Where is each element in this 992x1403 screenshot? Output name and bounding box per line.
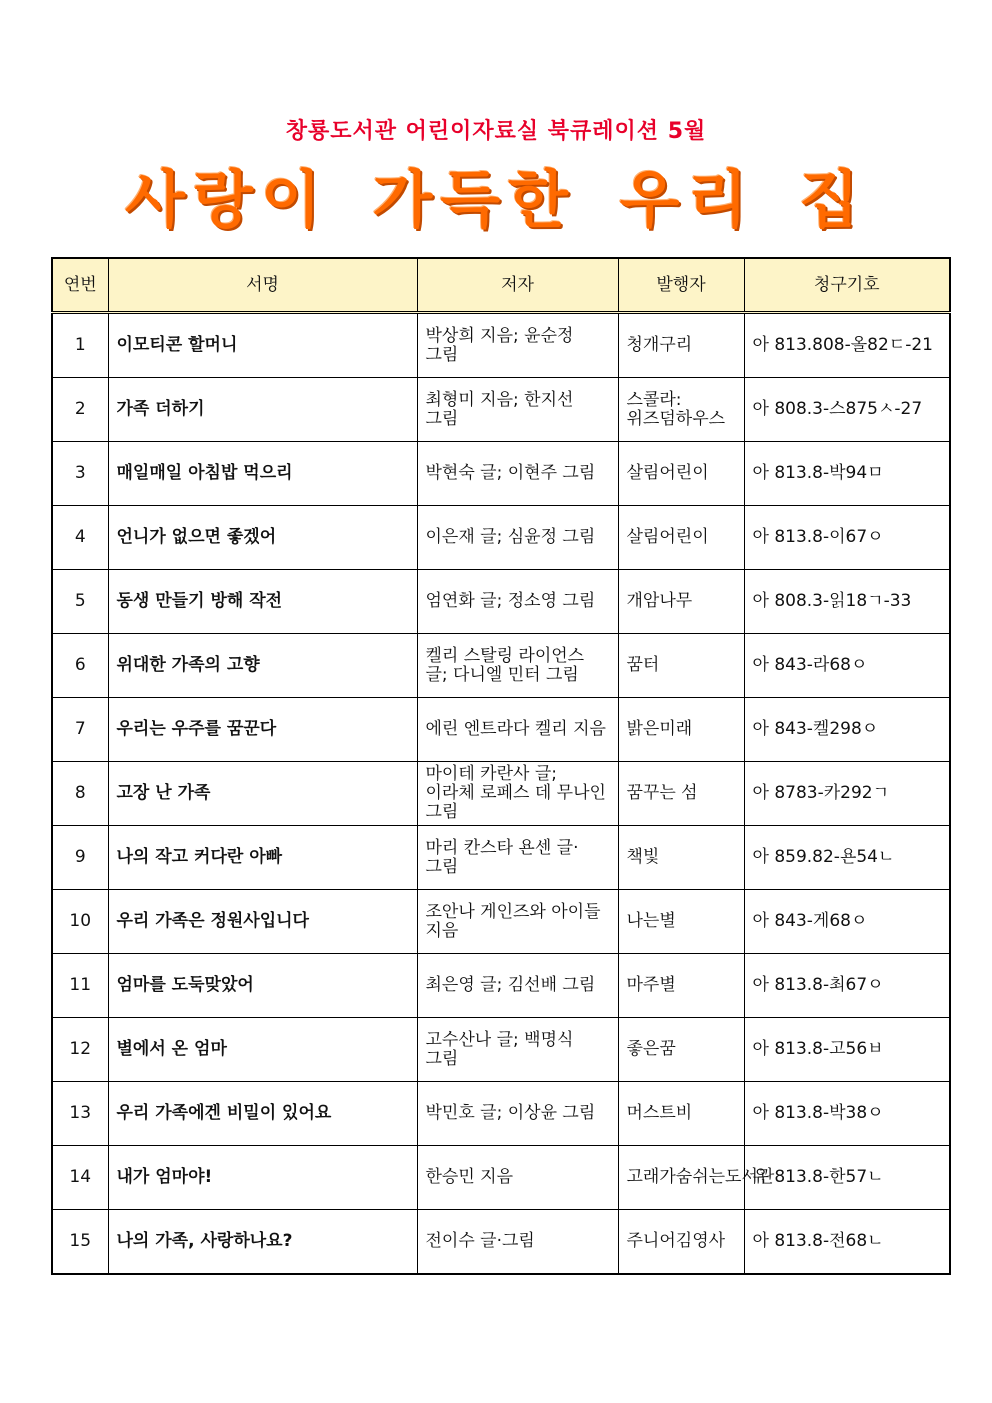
table-row	[52, 1146, 950, 1210]
book-title: 매일매일 아침밥 먹으리	[108, 442, 417, 506]
book-call-number: 아 843-게68ㅇ	[744, 890, 950, 954]
book-call-number: 아 813.8-박38ㅇ	[744, 1082, 950, 1146]
book-call-number: 아 813.808-올82ㄷ-21	[744, 313, 950, 378]
book-author: 마리 칸스타 욘센 글·그림	[417, 826, 618, 890]
book-publisher: 마주별	[618, 954, 744, 1018]
book-title: 엄마를 도둑맞았어	[108, 954, 417, 1018]
book-call-number: 아 813.8-전68ㄴ	[744, 1210, 950, 1275]
book-author: 조안나 게인즈와 아이들 지음	[417, 890, 618, 954]
table-row	[52, 506, 950, 570]
row-number: 5	[52, 570, 108, 634]
table-row	[52, 570, 950, 634]
table-row	[52, 634, 950, 698]
book-publisher: 좋은꿈	[618, 1018, 744, 1082]
book-publisher: 청개구리	[618, 313, 744, 378]
table-row	[52, 698, 950, 762]
table-row	[52, 442, 950, 506]
table-body	[52, 313, 950, 1275]
book-title: 고장 난 가족	[108, 762, 417, 826]
book-title: 우리 가족에겐 비밀이 있어요	[108, 1082, 417, 1146]
row-number: 9	[52, 826, 108, 890]
book-call-number: 아 8783-카292ㄱ	[744, 762, 950, 826]
row-number: 7	[52, 698, 108, 762]
column-header-publisher: 발행자	[618, 258, 744, 313]
book-title: 언니가 없으면 좋겠어	[108, 506, 417, 570]
book-call-number: 아 813.8-박94ㅁ	[744, 442, 950, 506]
row-number: 10	[52, 890, 108, 954]
table-row	[52, 1210, 950, 1275]
row-number: 6	[52, 634, 108, 698]
book-publisher: 주니어김영사	[618, 1210, 744, 1275]
book-author: 마이테 카란사 글; 이라체 로페스 데 무나인 그림	[417, 762, 618, 826]
book-call-number: 아 843-켈298ㅇ	[744, 698, 950, 762]
book-title: 위대한 가족의 고향	[108, 634, 417, 698]
book-title: 가족 더하기	[108, 378, 417, 442]
book-author: 고수산나 글; 백명식 그림	[417, 1018, 618, 1082]
book-title: 우리 가족은 정원사입니다	[108, 890, 417, 954]
table-row	[52, 890, 950, 954]
row-number: 11	[52, 954, 108, 1018]
book-publisher: 스콜라:위즈덤하우스	[618, 378, 744, 442]
book-author: 박현숙 글; 이현주 그림	[417, 442, 618, 506]
book-author: 엄연화 글; 정소영 그림	[417, 570, 618, 634]
table-row	[52, 954, 950, 1018]
book-call-number: 아 808.3-스875ㅅ-27	[744, 378, 950, 442]
row-number: 4	[52, 506, 108, 570]
row-number: 2	[52, 378, 108, 442]
book-publisher: 꿈터	[618, 634, 744, 698]
book-title: 내가 엄마야!	[108, 1146, 417, 1210]
book-publisher: 개암나무	[618, 570, 744, 634]
table-row	[52, 378, 950, 442]
book-author: 최형미 지음; 한지선 그림	[417, 378, 618, 442]
book-publisher: 고래가숨쉬는도서관	[618, 1146, 744, 1210]
book-publisher: 밝은미래	[618, 698, 744, 762]
book-title: 동생 만들기 방해 작전	[108, 570, 417, 634]
table-row	[52, 826, 950, 890]
book-publisher: 머스트비	[618, 1082, 744, 1146]
book-call-number: 아 813.8-최67ㅇ	[744, 954, 950, 1018]
page-subtitle: 창룡도서관 어린이자료실 북큐레이션 5월	[285, 119, 707, 144]
column-header-title: 서명	[108, 258, 417, 313]
book-author: 전이수 글·그림	[417, 1210, 618, 1275]
page-title: 사랑이 가득한 우리 집	[125, 163, 867, 236]
row-number: 8	[52, 762, 108, 826]
book-title: 우리는 우주를 꿈꾼다	[108, 698, 417, 762]
row-number: 3	[52, 442, 108, 506]
book-call-number: 유 813.8-한57ㄴ	[744, 1146, 950, 1210]
column-header-author: 저자	[417, 258, 618, 313]
book-publisher: 꿈꾸는 섬	[618, 762, 744, 826]
row-number: 1	[52, 313, 108, 378]
row-number: 12	[52, 1018, 108, 1082]
table-row	[52, 1082, 950, 1146]
book-author: 최은영 글; 김선배 그림	[417, 954, 618, 1018]
column-header-call-number: 청구기호	[744, 258, 950, 313]
book-call-number: 아 843-라68ㅇ	[744, 634, 950, 698]
table-row	[52, 313, 950, 378]
book-author: 이은재 글; 심윤정 그림	[417, 506, 618, 570]
book-author: 박상희 지음; 윤순정 그림	[417, 313, 618, 378]
row-number: 14	[52, 1146, 108, 1210]
book-call-number: 아 813.8-이67ㅇ	[744, 506, 950, 570]
table-row	[52, 1018, 950, 1082]
table-header-row	[52, 258, 950, 313]
book-author: 박민호 글; 이상윤 그림	[417, 1082, 618, 1146]
book-call-number: 아 813.8-고56ㅂ	[744, 1018, 950, 1082]
book-publisher: 살림어린이	[618, 506, 744, 570]
book-call-number: 아 859.82-욘54ㄴ	[744, 826, 950, 890]
row-number: 13	[52, 1082, 108, 1146]
book-title: 이모티콘 할머니	[108, 313, 417, 378]
book-author: 한승민 지음	[417, 1146, 618, 1210]
book-publisher: 살림어린이	[618, 442, 744, 506]
book-title: 나의 작고 커다란 아빠	[108, 826, 417, 890]
book-call-number: 아 808.3-읽18ㄱ-33	[744, 570, 950, 634]
book-publisher: 책빛	[618, 826, 744, 890]
book-title: 나의 가족, 사랑하나요?	[108, 1210, 417, 1275]
book-author: 에린 엔트라다 켈리 지음	[417, 698, 618, 762]
book-list-table	[51, 257, 951, 1275]
book-title: 별에서 온 엄마	[108, 1018, 417, 1082]
book-author: 켈리 스탈링 라이언스 글; 다니엘 민터 그림	[417, 634, 618, 698]
book-publisher: 나는별	[618, 890, 744, 954]
table-row	[52, 762, 950, 826]
row-number: 15	[52, 1210, 108, 1275]
column-header-number: 연번	[52, 258, 108, 313]
